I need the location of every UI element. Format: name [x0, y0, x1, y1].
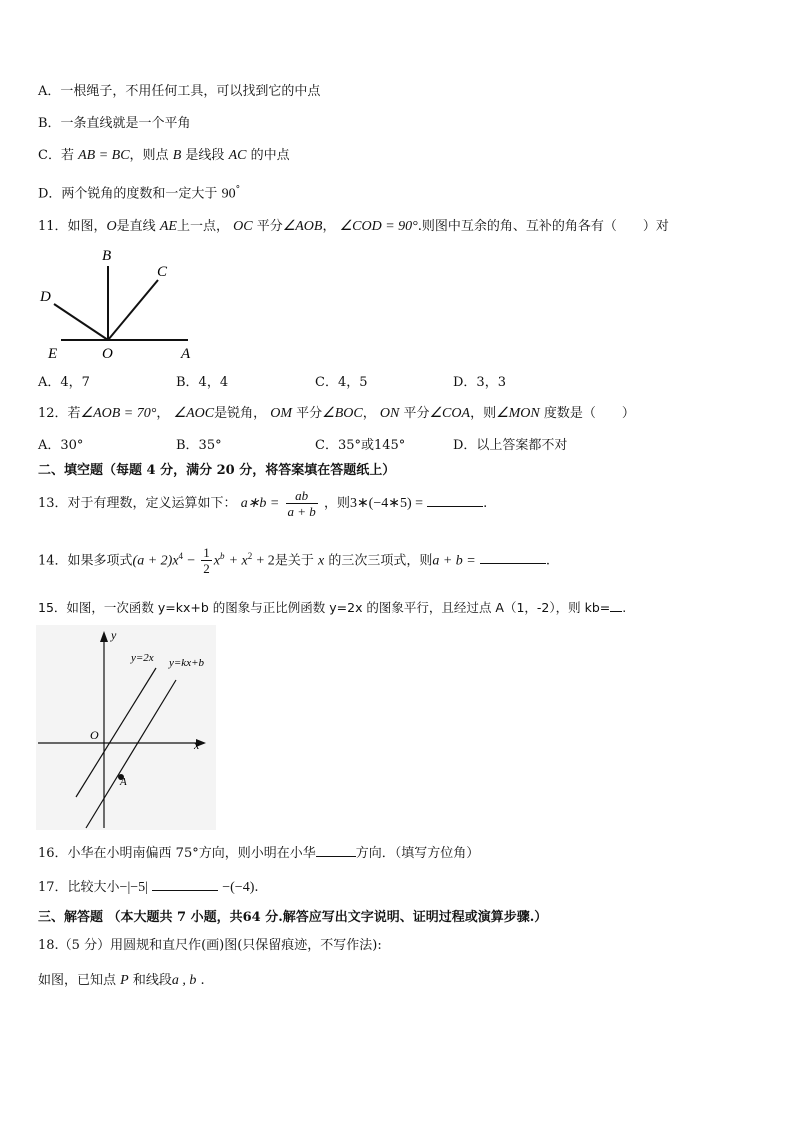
q12-option-b: B．35°	[176, 438, 222, 453]
q14-x: x	[213, 553, 220, 569]
q12-option-a: A．30°	[38, 438, 84, 453]
q14-term1: (a + 2)x	[132, 553, 179, 569]
q14-minus: −	[187, 553, 196, 569]
q10-d-degree: °	[235, 185, 241, 195]
y-axis-label: y	[111, 628, 117, 642]
q10-c-point: B	[172, 148, 182, 163]
q14-exp2: 2	[247, 551, 253, 561]
q10-c-text3: 是线段	[185, 148, 225, 163]
label-a: A	[181, 346, 191, 362]
q13-denominator: a + b	[287, 504, 316, 519]
q11-text3: 上一点，	[176, 219, 229, 234]
q11-text: 11．如图，	[38, 219, 107, 234]
q12-angle-aoc: ∠AOC	[173, 406, 215, 421]
q12-ray-on: ON	[379, 406, 400, 421]
label-c: C	[157, 264, 168, 280]
q14-numerator: 1	[203, 545, 210, 561]
q10-c-segment: AC	[228, 148, 247, 163]
q18-text: 如图，已知点	[38, 973, 117, 988]
line-y-kx-b-label: y=kx+b	[169, 657, 204, 669]
q15-answer-blank[interactable]	[610, 598, 622, 612]
q13-text: 13．对于有理数，定义运算如下：	[38, 496, 237, 511]
ray-od	[54, 304, 108, 340]
q16-answer-blank[interactable]	[316, 843, 356, 857]
q13-stem	[38, 485, 487, 523]
label-b: B	[102, 248, 112, 264]
q11-angle-cod: ∠COD = 90°	[339, 219, 418, 234]
q12-angle-boc: ∠BOC	[322, 406, 363, 421]
q13-text2: ，则	[323, 496, 350, 511]
q18-end: .	[200, 973, 205, 988]
q18-point-p: P	[120, 973, 129, 988]
q11-stem	[38, 219, 669, 235]
q12-text2: ，	[156, 406, 170, 421]
q10-option-b: B．一条直线就是一个平角	[38, 116, 191, 131]
q11-line-ae: AE	[159, 219, 177, 234]
q12-text4: 平分	[296, 406, 323, 421]
q12-text6: 平分	[403, 406, 430, 421]
x-axis-label: x	[194, 738, 200, 752]
q13-end: .	[483, 496, 488, 511]
q12-stem	[38, 406, 635, 422]
q10-d-value: 90	[221, 186, 236, 202]
q16-stem	[38, 843, 479, 862]
q10-option-a: A．一根绳子，不用任何工具，可以找到它的中点	[38, 84, 321, 99]
q12-text5: ，	[362, 406, 376, 421]
origin-label: O	[90, 728, 99, 742]
q17-text: 17．比较大小	[38, 880, 120, 895]
q14-expb: b	[219, 551, 225, 561]
figure-background	[36, 625, 216, 830]
q11-ray-oc: OC	[233, 219, 253, 234]
q14-plus-2: + 2	[256, 553, 275, 569]
q14-stem	[38, 537, 550, 580]
q15-text: 15．如图，一次函数 y=kx+b 的图象与正比例函数 y=2x 的图象平行，且经过点 A（1，-2），则 kb=	[38, 600, 611, 615]
q11-figure	[36, 244, 206, 364]
point-a-label: A	[120, 776, 127, 788]
q11-point-o: O	[106, 219, 117, 234]
line-y-2x-label: y=2x	[131, 652, 154, 664]
q11-text4: 平分	[256, 219, 283, 234]
q14-text: 14．如果多项式	[38, 553, 133, 569]
q13-lhs: a∗b =	[240, 496, 280, 511]
ray-oc	[108, 280, 158, 340]
q14-answer-blank[interactable]	[480, 550, 546, 564]
q11-text6: .则图中互余的角、互补的角各有（ ）对	[417, 219, 669, 234]
q14-end: .	[545, 553, 551, 569]
q12-option-d: D．以上答案都不对	[453, 438, 568, 453]
q17-end: .	[254, 880, 259, 895]
q11-option-a: A．4，7	[38, 375, 90, 390]
q17-rhs: −(−4)	[222, 880, 255, 895]
q12-text3: 是锐角，	[214, 406, 267, 421]
label-e: E	[48, 346, 58, 362]
q12-text8: 度数是（ ）	[543, 406, 635, 421]
q14-ab: a + b =	[432, 553, 476, 569]
q11-option-b: B．4，4	[176, 375, 229, 390]
q16-text: 16．小华在小明南偏西 75°方向，则小明在小华	[38, 846, 316, 861]
q10-c-text2: ，则点	[129, 148, 169, 163]
q12-angle-coa: ∠COA	[429, 406, 471, 421]
q14-text2: 是关于	[274, 553, 314, 569]
q11-text5: ，	[322, 219, 336, 234]
q11-option-d: D．3，3	[453, 375, 506, 390]
q13-fraction	[286, 488, 318, 519]
q17-lhs: −|−5|	[119, 880, 148, 895]
q11-option-c: C．4，5	[315, 375, 368, 390]
label-o: O	[102, 346, 113, 362]
q15-end: .	[622, 600, 627, 615]
q16-text2: 方向．（填写方位角）	[355, 846, 480, 861]
q12-text: 12．若	[38, 406, 81, 421]
q10-c-text: C．若	[38, 148, 74, 163]
q15-figure	[36, 625, 216, 830]
q12-text7: ，则	[470, 406, 497, 421]
q18-title: 18.（5 分）用圆规和直尺作(画)图(只保留痕迹，不写作法):	[38, 938, 382, 953]
section-solution-title: 三、解答题 （本大题共 7 小题，共64 分.解答应写出文字说明、证明过程或演算步骤.）	[38, 910, 548, 925]
q18-segments: a , b	[171, 973, 197, 988]
q17-stem	[38, 877, 259, 896]
q12-ray-om: OM	[270, 406, 293, 421]
q17-answer-blank[interactable]	[152, 877, 218, 891]
q10-option-c	[38, 148, 290, 164]
q13-answer-blank[interactable]	[427, 493, 483, 507]
q14-var-x: x	[317, 553, 325, 569]
q10-option-d	[38, 182, 240, 202]
q11-angle-aob: ∠AOB	[282, 219, 323, 234]
q14-fraction	[201, 545, 212, 576]
q10-d-text: D．两个锐角的度数和一定大于	[38, 186, 218, 202]
label-d: D	[40, 289, 51, 305]
q14-text3: 的三次三项式，则	[328, 553, 433, 569]
q13-numerator: ab	[286, 488, 318, 504]
q15-stem	[38, 598, 626, 616]
q12-angle-mon: ∠MON	[496, 406, 540, 421]
q11-text2: 是直线	[116, 219, 156, 234]
q14-denominator: 2	[203, 561, 210, 577]
q12-option-c: C．35°或145°	[315, 438, 406, 453]
q10-c-math: AB = BC	[78, 148, 130, 163]
q18-stem	[38, 973, 205, 989]
q14-exp4: 4	[178, 551, 184, 561]
section-fill-in-title: 二、填空题（每题 4 分，满分 20 分，将答案填在答题纸上）	[38, 463, 396, 478]
q14-plus-x: + x	[228, 553, 248, 569]
q18-text2: 和线段	[132, 973, 172, 988]
q13-expression: 3∗(−4∗5) =	[349, 496, 424, 511]
q12-angle-aob: ∠AOB = 70°	[80, 406, 157, 421]
q10-c-text4: 的中点	[250, 148, 290, 163]
